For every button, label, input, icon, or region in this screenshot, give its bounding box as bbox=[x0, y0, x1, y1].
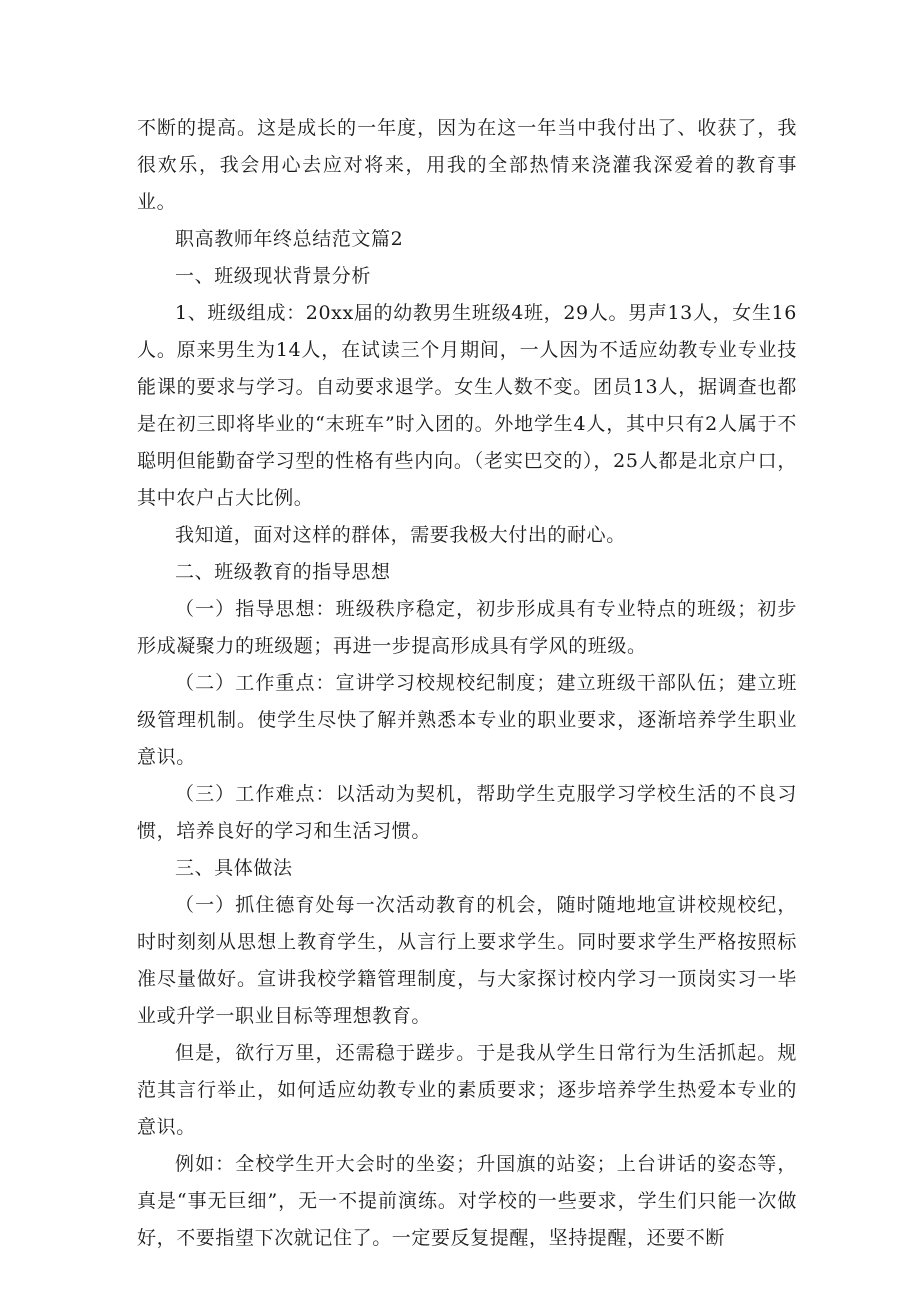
paragraph-example: 例如：全校学生开大会时的坐姿；升国旗的站姿；上台讲话的姿态等，真是“事无巨细”，无一不提前演练。对学校的一些要求，学生们只能一次做好，不要指望下次就记住了。一定要反复提醒，坚持提醒，还要不断 bbox=[137, 1153, 797, 1249]
heading-class-background: 一、班级现状背景分析 bbox=[175, 265, 372, 287]
document-body bbox=[137, 110, 797, 1257]
paragraph-guiding-thought: （一）指导思想：班级秩序稳定，初步形成具有专业特点的班级；初步形成凝聚力的班级题；再进一步提高形成具有学风的班级。 bbox=[137, 598, 797, 657]
paragraph-class-composition: 1、班级组成：20xx届的幼教男生班级4班，29人。男声13人，女生16人。原来男生为14人，在试读三个月期间，一人因为不适应幼教专业专业技能课的要求与学习。自动要求退学。女生人数不变。团员13人，据调查也都是在初三即将毕业的“末班车”时入团的。外地学生4人，其中只有2人属于不聪明但能勤奋学习型的性格有些内向。（老实巴交的），25人都是北京户口，其中农户占大比例。 bbox=[137, 302, 797, 509]
heading-specific-methods: 三、具体做法 bbox=[175, 857, 293, 879]
heading-guiding-thought: 二、班级教育的指导思想 bbox=[175, 561, 391, 583]
paragraph-method-one: （一）抓住德育处每一次活动教育的机会，随时随地地宣讲校规校纪，时时刻刻从思想上教育学生，从言行上要求学生。同时要求学生严格按照标准尽量做好。宣讲我校学籍管理制度，与大家探讨校内学习一顶岗实习一毕业或升学一职业目标等理想教育。 bbox=[137, 894, 797, 1027]
paragraph-step-by-step: 但是，欲行万里，还需稳于蹉步。于是我从学生日常行为生活抓起。规范其言行举止，如何适应幼教专业的素质要求；逐步培养学生热爱本专业的意识。 bbox=[137, 1042, 797, 1138]
paragraph-work-difficulty: （三）工作难点：以活动为契机，帮助学生克服学习学校生活的不良习惯，培养良好的学习和生活习惯。 bbox=[137, 783, 797, 842]
paragraph-work-focus: （二）工作重点：宣讲学习校规校纪制度；建立班级干部队伍；建立班级管理机制。使学生尽快了解并熟悉本专业的职业要求，逐渐培养学生职业意识。 bbox=[137, 672, 797, 768]
section-title: 职高教师年终总结范文篇2 bbox=[175, 228, 404, 250]
paragraph-continuation: 不断的提高。这是成长的一年度，因为在这一年当中我付出了、收获了，我很欢乐，我会用心去应对将来，用我的全部热情来浇灌我深爱着的教育事业。 bbox=[137, 117, 797, 213]
paragraph-patience: 我知道，面对这样的群体，需要我极大付出的耐心。 bbox=[175, 524, 626, 546]
